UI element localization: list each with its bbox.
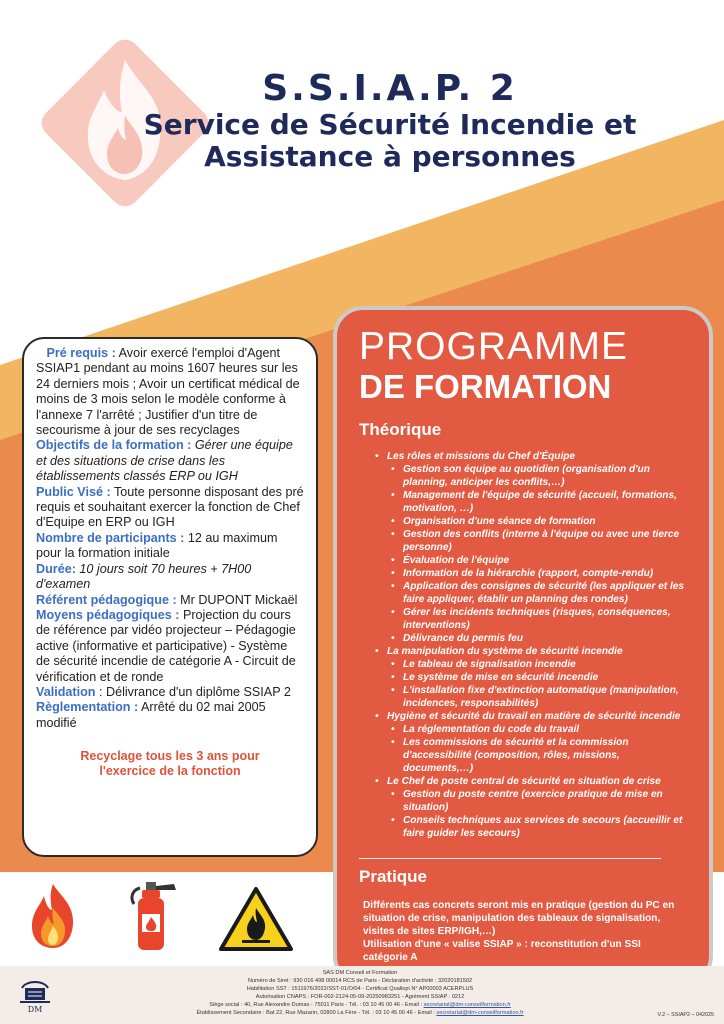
- programme-title-line1: PROGRAMME: [359, 325, 629, 368]
- footer-email-link[interactable]: secretariat@dm-conseilformation.fr: [423, 1002, 511, 1008]
- programme-item: • Conseils techniques aux services de secours (accueillir et faire guider les secours): [387, 814, 687, 840]
- moyens-value: Projection du cours de référence par vidéo projecteur – Pédagogie active (informative et participative) - Système de sécurité incendie de catégorie A - Circuit de vérification et de ronde: [36, 607, 296, 684]
- participants-item: [36, 531, 304, 562]
- referent-item: [36, 593, 304, 608]
- programme-item: • Information de la hiérarchie (rapport, compte-rendu): [387, 567, 687, 580]
- programme-item: • Application des consignes de sécurité (les appliquer et les faire appliquer, établir un planning des rondes): [387, 580, 687, 606]
- programme-item: • Le tableau de signalisation incendie: [387, 658, 687, 671]
- company-logo-icon: [16, 970, 54, 1018]
- recyclage-line2: l'exercice de la fonction: [99, 764, 241, 779]
- programme-item: • L'installation fixe d'extinction automatique (manipulation, incidences, responsabilités): [387, 684, 687, 710]
- footer-line6-prefix: Établissement Secondaire : Bat 22, Rue Mazarin, 02800 La Fère - Tél. : 03 10 45 00 46 - Email :: [196, 1010, 437, 1016]
- programme-item: • Les commissions de sécurité et la commission d'accessibilité (composition, rôles, missions, documents,…): [387, 736, 687, 775]
- public-item: [36, 485, 304, 531]
- page-subtitle-line2: Assistance à personnes: [204, 140, 576, 173]
- prerequis-item: [36, 346, 304, 438]
- pratique-text: [359, 899, 687, 964]
- fire-icon: [28, 882, 78, 950]
- programme-item: • Le système de mise en sécurité incendie: [387, 671, 687, 684]
- footer-line1: SAS DM Conseil et Formation: [322, 970, 398, 976]
- moyens-label: Moyens pédagogiques :: [36, 607, 180, 622]
- fire-extinguisher-icon: [126, 880, 180, 952]
- duree-value: 10 jours soit 70 heures + 7H00 d'examen: [36, 561, 252, 592]
- programme-section-title: Hygiène et sécurité du travail en matière de sécurité incendie: [387, 711, 681, 722]
- programme-box: [333, 306, 713, 986]
- programme-item: • Gestion des conflits (interne à l'équipe ou avec une tierce personne): [387, 528, 687, 554]
- title-block: [90, 68, 690, 173]
- programme-section: [359, 645, 687, 710]
- page-title: S.S.I.A.P. 2: [262, 68, 518, 109]
- validation-item: [36, 685, 304, 700]
- programme-section-title: Le Chef de poste central de sécurité en situation de crise: [387, 776, 661, 787]
- footer-line5: [150, 1001, 570, 1009]
- duree-item: [36, 562, 304, 593]
- validation-label: Validation: [36, 684, 96, 699]
- programme-item: • Organisation d'une séance de formation: [387, 515, 687, 528]
- pratique-line1: Différents cas concrets seront mis en pratique (gestion du PC en situation de crise, manipulation des tableaux de signalisation, visites de sites ERP/IGH,…): [363, 900, 675, 937]
- theorique-list: [359, 450, 687, 840]
- programme-section: [359, 450, 687, 645]
- page-subtitle-line1: Service de Sécurité Incendie et: [143, 108, 637, 141]
- participants-label: Nombre de participants :: [36, 530, 185, 545]
- public-value: Toute personne disposant des pré requis et souhaitant exercer la fonction de Chef d'Equipe en ERP ou IGH: [36, 484, 304, 530]
- flammable-warning-icon: [218, 886, 294, 952]
- recyclage-note: [36, 749, 304, 779]
- programme-item: • Management de l'équipe de sécurité (accueil, formations, motivation, …): [387, 489, 687, 515]
- objectifs-value: Gérer une équipe et des situations de crise dans les établissements classés ERP ou IGH: [36, 438, 293, 484]
- referent-value: Mr DUPONT Mickaël: [176, 592, 298, 607]
- footer: [0, 966, 724, 1024]
- section-divider: [359, 858, 661, 859]
- recyclage-line1: Recyclage tous les 3 ans pour: [80, 749, 260, 764]
- programme-section: [359, 775, 687, 840]
- programme-item: • Gérer les incidents techniques (risques, conséquences, interventions): [387, 606, 687, 632]
- footer-line5-prefix: Siège social : 40, Rue Alexandre Dumas - 75011 Paris - Tél. : 03 10 45 00 46 - Email :: [209, 1002, 424, 1008]
- programme-section-title: Les rôles et missions du Chef d'Équipe: [387, 451, 576, 462]
- footer-email-link-2[interactable]: secretariat@dm-conseilformation.fr: [436, 1010, 524, 1016]
- prerequis-value: Avoir exercé l'emploi d'Agent SSIAP1 pendant au moins 1607 heures sur les 24 derniers mois ; Avoir un certificat médical de moins de 3 mois selon le modèle conforme à l'annexe 7 l'arrêté ; Justifier d'un titre de secourisme à jour de ses recyclages: [36, 346, 300, 438]
- footer-line2: Numéro de Siret : 930 016 498 00014 RCS de Paris - Déclaration d'activité : 32020181502: [247, 978, 473, 984]
- pratique-heading: Pratique: [359, 867, 428, 886]
- referent-label: Référent pédagogique :: [36, 592, 177, 607]
- theorique-heading: Théorique: [359, 420, 442, 439]
- programme-item: • Délivrance du permis feu: [387, 632, 687, 645]
- objectifs-item: [36, 438, 304, 484]
- programme-item: • La réglementation du code du travail: [387, 723, 687, 736]
- prerequis-label: Pré requis :: [46, 346, 116, 360]
- logo-text: DM: [27, 1005, 43, 1014]
- reglementation-label: Règlementation :: [36, 700, 139, 715]
- programme-section: [359, 710, 687, 775]
- footer-line4: Autorisation CNAPS : FOR-002-2124-05-09-20250983251 - Agrément SSIAP : 0212: [255, 994, 465, 1000]
- moyens-item: [36, 608, 304, 685]
- reglementation-item: [36, 700, 304, 731]
- programme-item: • Évaluation de l'équipe: [387, 554, 687, 567]
- footer-line6: [150, 1009, 570, 1017]
- info-box: [22, 337, 318, 857]
- reglementation-value: Arrêté du 02 mai 2005 modifié: [36, 700, 266, 730]
- programme-item: • Gestion son équipe au quotidien (organisation d'un planning, anticiper les conflits,…): [387, 463, 687, 489]
- participants-value: 12 au maximum pour la formation initiale: [36, 530, 278, 561]
- programme-item: • Gestion du poste centre (exercice pratique de mise en situation): [387, 788, 687, 814]
- programme-section-title: La manipulation du système de sécurité incendie: [387, 646, 623, 657]
- objectifs-label: Objectifs de la formation :: [36, 438, 192, 453]
- duree-label: Durée:: [36, 561, 76, 576]
- validation-value: : Délivrance d'un diplôme SSIAP 2: [95, 684, 291, 699]
- footer-line3: Habilitation SST : 1511976/2022/SST-01/O/04 - Certificat Qualiopi N° AP00003 ACERPLUS: [246, 986, 474, 992]
- public-label: Public Visé :: [36, 484, 111, 499]
- programme-title-line2: DE FORMATION: [359, 368, 612, 405]
- version-label: V.2 – SSIAP2 – 042025: [657, 1012, 714, 1018]
- pratique-line2: Utilisation d'une « valise SSIAP » : reconstitution d'un SSI catégorie A: [363, 939, 641, 963]
- footer-text: [150, 969, 570, 1017]
